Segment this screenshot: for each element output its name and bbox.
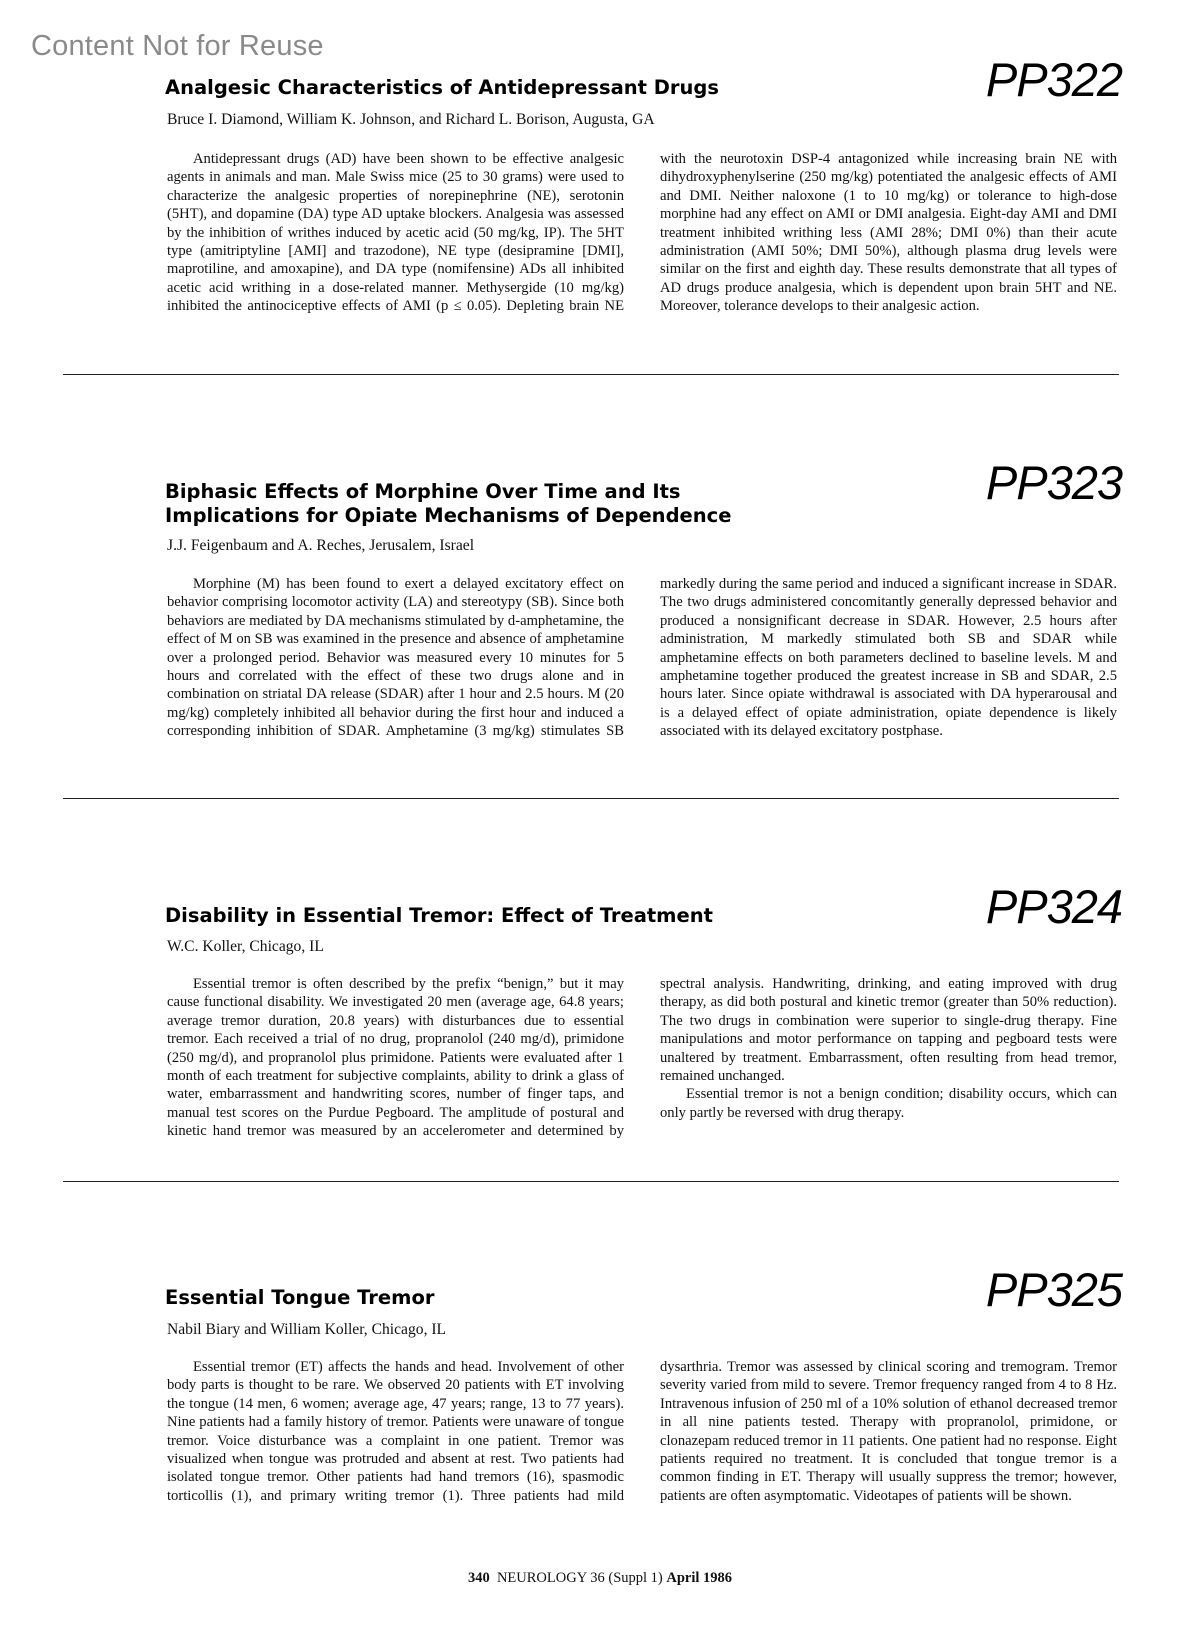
abstract-title (165, 1286, 434, 1310)
abstract-paragraph: Antidepressant drugs (AD) have been shown to be effective analgesic agents in animals and man. Male Swiss mice (25 to 30 grams) were used to characterize the analgesic properties of norepinephrine (NE), serotonin (5HT), and dopamine (DA) type AD uptake blockers. Analgesia was assessed by the inhibition of writhes induced by acetic acid (50 mg/kg, IP). The 5HT type (amitriptyline [AMI] and trazodone), NE type (desipramine [DMI], maprotiline, and amoxapine), and DA type (nomifensine) ADs all inhibited acetic acid writhing in a dose-related manner. Methysergide (10 mg/kg) inhibited the antinociceptive effects of AMI (p ≤ 0.05). Depleting brain NE with the neurotoxin DSP-4 antagonized while increasing brain NE with dihydroxyphenylserine (250 mg/kg) potentiated the analgesic effects of AMI and DMI. Neither naloxone (1 to 10 mg/kg) or tolerance to high-dose morphine had any effect on AMI or DMI analgesia. Eight-day AMI and DMI treatment inhibited writhing less (AMI 28%; DMI 0%) than their acute administration (AMI 50%; DMI 50%), although plasma drug levels were similar on the first and eighth day. These results demonstrate that all types of AD drugs produce analgesia, which is dependent upon brain 5HT and NE. Moreover, tolerance develops to their analgesic action. (167, 151, 1117, 315)
abstract-number: PP323 (985, 456, 1122, 509)
abstract-title (165, 904, 713, 928)
abstract-body (167, 150, 1117, 316)
issue-date: April 1986 (666, 1570, 733, 1586)
journal-name: NEUROLOGY 36 (Suppl 1) (496, 1570, 663, 1586)
abstract-paragraph: Morphine (M) has been found to exert a delayed excitatory effect on behavior comprising locomotor activity (LA) and stereotypy (SB). Since both behaviors are mediated by DA mechanisms stimulated by d-amphetamine, the effect of M on SB was examined in the presence and absence of amphetamine over a prolonged period. Behavior was measured every 10 minutes for 5 hours and correlated with the effect of these two drugs alone and in combination on striatal DA release (SDAR) after 1 hour and 2.5 hours. M (20 mg/kg) completely inhibited all behavior during the first hour and induced a corresponding inhibition of SDAR. Amphetamine (3 mg/kg) stimulates SB markedly during the same period and induced a significant increase in SDAR. The two drugs administered concomitantly generally depressed behavior and produced a nonsignificant decrease in SDAR. However, 2.5 hours after administration, M markedly stimulated both SB and SDAR while amphetamine effects on both parameters declined to baseline levels. M and amphetamine together produced the greatest increase in SB and SDAR, 2.5 hours later. Since opiate withdrawal is associated with DA hyperarousal and is a delayed effect of opiate administration, opiate dependence is likely associated with its delayed excitatory postphase. (167, 576, 1117, 740)
abstract-authors: W.C. Koller, Chicago, IL (167, 938, 324, 955)
abstract-title (165, 76, 719, 100)
abstract-body (167, 575, 1117, 741)
abstract-number: PP322 (985, 53, 1122, 106)
section-divider (63, 374, 1119, 375)
abstract-title-line: Analgesic Characteristics of Antidepressant Drugs (165, 76, 719, 99)
abstract-number: PP324 (985, 880, 1122, 933)
abstract-paragraph: Essential tremor is not a benign condition; disability occurs, which can only partly be reversed with drug therapy. (660, 1086, 1117, 1121)
abstract-authors: J.J. Feigenbaum and A. Reches, Jerusalem, Israel (167, 537, 475, 554)
section-divider (63, 798, 1119, 799)
abstract-authors: Nabil Biary and William Koller, Chicago, IL (167, 1321, 447, 1338)
abstract-body (167, 975, 1117, 1141)
abstract-title (165, 480, 731, 528)
abstract-number: PP325 (985, 1263, 1122, 1316)
page-footer (0, 1570, 1200, 1587)
abstract-title-line: Essential Tongue Tremor (165, 1286, 435, 1309)
abstract-paragraph: Essential tremor is often described by the prefix “benign,” but it may cause functional disability. We investigated 20 men (average age, 64.8 years; average tremor duration, 20.8 years) with disturbances due to essential tremor. Each received a trial of no drug, propranolol (240 mg/d), primidone (250 mg/d), and propranolol plus primidone. Patients were evaluated after 1 month of each treatment for subjective complaints, ability to drink a glass of water, embarrassment and handwriting scores, number of finger taps, and manual test scores on the Purdue Pegboard. The amplitude of postural and kinetic hand tremor was measured by an accelerometer and determined by spectral analysis. Handwriting, drinking, and eating improved with drug therapy, as did both postural and kinetic tremor (greater than 50% reduction). The two drugs in combination were superior to single-drug therapy. Fine manipulations and motor performance on tapping and pegboard tests were unaltered by treatment. Embarrassment, often resulting from head tremor, remained unchanged. (167, 976, 1117, 1140)
abstract-body (167, 1358, 1117, 1505)
abstract-title-line: Disability in Essential Tremor: Effect of Treatment (165, 904, 713, 927)
abstract-title-line: Implications for Opiate Mechanisms of Dependence (165, 504, 732, 527)
page-number: 340 (467, 1570, 490, 1586)
watermark: Content Not for Reuse (31, 30, 324, 62)
abstract-title-line: Biphasic Effects of Morphine Over Time and Its (165, 480, 681, 503)
section-divider (63, 1181, 1119, 1182)
abstract-authors: Bruce I. Diamond, William K. Johnson, and Richard L. Borison, Augusta, GA (167, 111, 655, 128)
abstract-paragraph: Essential tremor (ET) affects the hands and head. Involvement of other body parts is thought to be rare. We observed 20 patients with ET involving the tongue (14 men, 6 women; average age, 47 years; range, 13 to 77 years). Nine patients had a family history of tremor. Patients were unaware of tongue tremor. Voice disturbance was a complaint in one patient. Tremor was visualized when tongue was protruded and absent at rest. Two patients had isolated tongue tremor. Other patients had hand tremors (16), spasmodic torticollis (1), and primary writing tremor (1). Three patients had mild dysarthria. Tremor was assessed by clinical scoring and tremogram. Tremor severity varied from mild to severe. Tremor frequency ranged from 4 to 8 Hz. Intravenous infusion of 250 ml of a 10% solution of ethanol decreased tremor in all nine patients tested. Therapy with propranolol, primidone, or clonazepam reduced tremor in 11 patients. One patient had no response. Eight patients required no treatment. It is concluded that tongue tremor is a common finding in ET. Therapy will usually suppress the tremor; however, patients are often asymptomatic. Videotapes of patients will be shown. (167, 1359, 1117, 1504)
